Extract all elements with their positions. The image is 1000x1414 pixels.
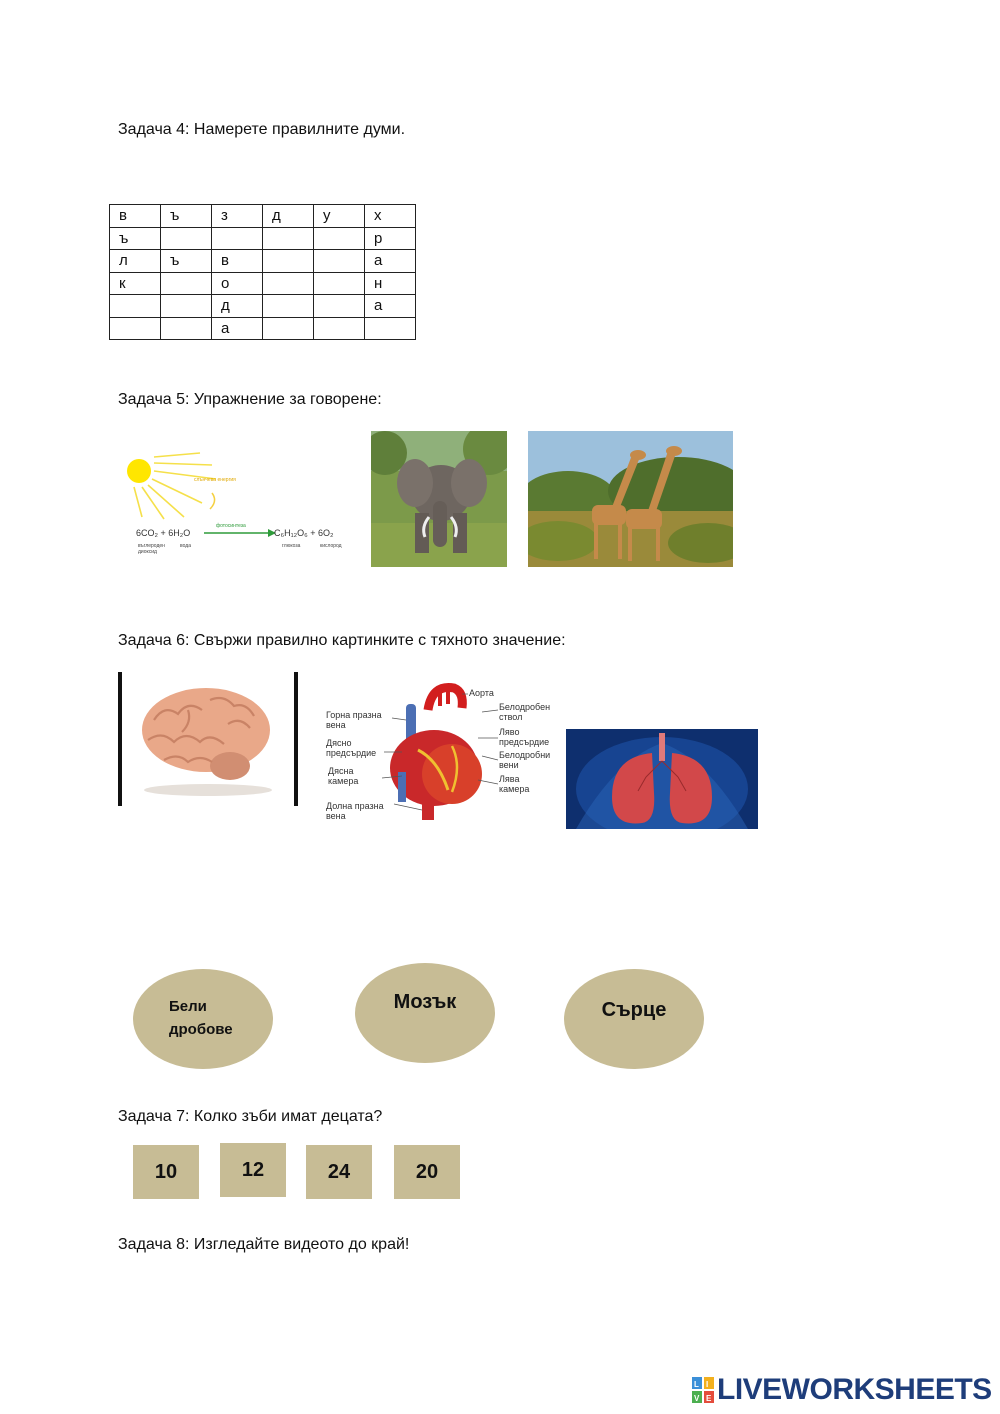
answer-lungs-label: Бели дробове [169, 998, 233, 1038]
grid-cell [263, 250, 314, 273]
grid-row [110, 250, 416, 273]
brain-image [118, 670, 300, 808]
formula-left: 6CO₂ + 6H₂O [136, 528, 191, 538]
answer-heart-oval[interactable] [564, 969, 704, 1069]
task-6-title: Задача 6: Свържи правилно картинките с тяхното значение: [118, 632, 566, 649]
grid-cell: ъ [110, 227, 161, 250]
grid-cell [314, 295, 365, 318]
liveworksheets-logo [692, 1372, 992, 1408]
grid-row [110, 317, 416, 340]
grid-cell: х [365, 205, 416, 228]
grid-cell: у [314, 205, 365, 228]
oxygen-label: кислород [320, 543, 342, 549]
task-8-title: Задача 8: Изгледайте видеото до край! [118, 1236, 410, 1253]
answer-lungs-oval[interactable] [133, 969, 273, 1069]
grid-cell [263, 317, 314, 340]
label-pulmonary-veins: Белодробни вени [499, 750, 551, 770]
grid-cell [263, 272, 314, 295]
grid-cell: ъ [161, 250, 212, 273]
answer-heart-label: Сърце [601, 999, 667, 1021]
grid-cell [110, 317, 161, 340]
grid-cell [365, 317, 416, 340]
grid-row [110, 227, 416, 250]
grid-cell: а [365, 250, 416, 273]
grid-cell [212, 227, 263, 250]
teeth-option-button[interactable]: 10 [133, 1145, 199, 1199]
elephant-image [371, 431, 507, 567]
grid-cell [161, 295, 212, 318]
label-left-atrium: Ляво предсърдие [499, 727, 550, 747]
water-label: вода [180, 543, 191, 549]
glucose-label: глюкоза [282, 543, 301, 549]
logo-letter: L [694, 1380, 699, 1389]
brand-name: LIVEWORKSHEETS [717, 1373, 992, 1406]
lungs-image [566, 729, 758, 829]
co2-label: въглероден диоксид [138, 543, 165, 555]
grid-cell [161, 272, 212, 295]
task-4-title: Задача 4: Намерете правилните думи. [118, 121, 406, 138]
logo-letter: I [706, 1380, 709, 1389]
grid-cell: р [365, 227, 416, 250]
grid-cell: в [110, 205, 161, 228]
task-5-title: Задача 5: Упражнение за говорене: [118, 391, 382, 408]
task-7-title: Задача 7: Колко зъби имат децата? [118, 1108, 383, 1125]
teeth-option-button[interactable]: 24 [306, 1145, 372, 1199]
giraffes-image [528, 431, 733, 567]
grid-cell: а [365, 295, 416, 318]
grid-cell: в [212, 250, 263, 273]
grid-cell: к [110, 272, 161, 295]
grid-cell [263, 227, 314, 250]
arrow-label: фотосинтеза [216, 523, 246, 529]
grid-row [110, 205, 416, 228]
grid-cell [314, 227, 365, 250]
logo-letter: E [706, 1394, 712, 1403]
grid-row [110, 295, 416, 318]
label-right-atrium: Дясно предсърдие [326, 738, 377, 758]
grid-cell: н [365, 272, 416, 295]
grid-cell: ъ [161, 205, 212, 228]
grid-cell [161, 227, 212, 250]
grid-cell [161, 317, 212, 340]
photosynthesis-image [120, 445, 345, 565]
formula-right: C₆H₁₂O₆ + 6O₂ [274, 528, 334, 538]
grid-row [110, 272, 416, 295]
grid-cell: а [212, 317, 263, 340]
label-aorta: Аорта [469, 688, 494, 698]
grid-cell [263, 295, 314, 318]
grid-cell [314, 317, 365, 340]
sun-energy-label: слънчева енергия [194, 477, 236, 483]
logo-letter: V [694, 1394, 700, 1403]
label-inferior-vena-cava: Долна празна вена [326, 801, 384, 821]
word-grid [109, 204, 416, 340]
answer-brain-label: Мозък [393, 991, 457, 1013]
grid-cell [110, 295, 161, 318]
grid-cell: о [212, 272, 263, 295]
grid-cell: л [110, 250, 161, 273]
grid-cell: д [263, 205, 314, 228]
teeth-option-button[interactable]: 12 [220, 1143, 286, 1197]
grid-cell: з [212, 205, 263, 228]
heart-diagram [322, 680, 562, 828]
teeth-option-button[interactable]: 20 [394, 1145, 460, 1199]
answer-brain-oval[interactable] [355, 963, 495, 1063]
label-pulmonary-trunk: Белодробен ствол [499, 702, 551, 722]
label-left-ventricle: Лява камера [499, 774, 530, 794]
label-right-ventricle: Дясна камера [328, 766, 359, 786]
grid-cell: д [212, 295, 263, 318]
grid-cell [314, 250, 365, 273]
label-superior-vena-cava: Горна празна вена [326, 710, 382, 730]
live-blocks-icon [692, 1377, 714, 1403]
grid-cell [314, 272, 365, 295]
